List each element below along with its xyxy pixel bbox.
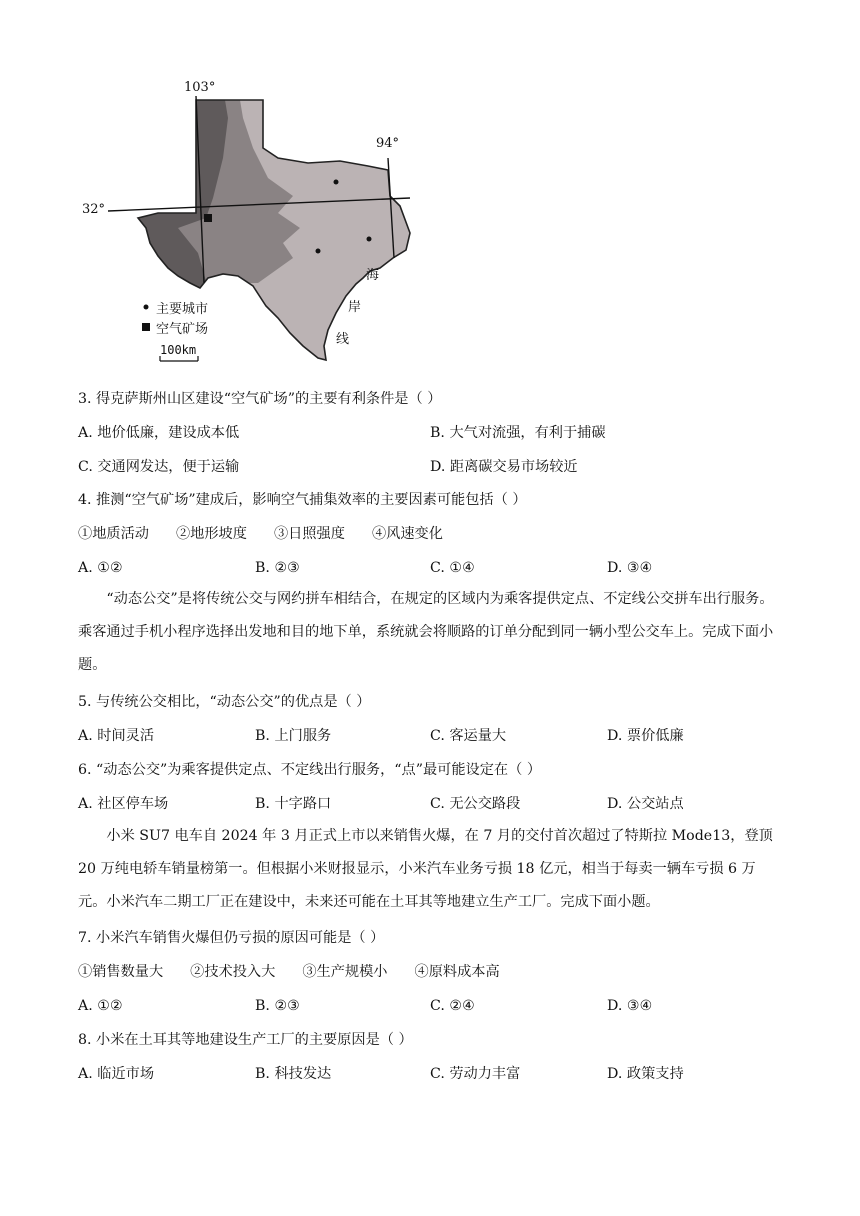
passage-dynamic-bus: “动态公交”是将传统公交与网约拼车相结合，在规定的区域内为乘客提供定点、不定线公交拼车出行服务。乘客通过手机小程序选择出发地和目的地下单，系统就会将顺路的订单分配到同一辆小型公交车上。完成下面小题。 xyxy=(78,591,774,673)
q5-option-d[interactable]: D. 票价低廉 xyxy=(607,728,684,744)
q8-option-c[interactable]: C. 劳动力丰富 xyxy=(430,1066,521,1082)
q3-option-b[interactable]: B. 大气对流强，有利于捕碳 xyxy=(430,425,606,441)
scale-label: 100km xyxy=(160,343,197,357)
q4-stem: 4. 推测“空气矿场”建成后，影响空气捕集效率的主要因素可能包括（ ） xyxy=(78,492,527,508)
q5-option-a[interactable]: A. 时间灵活 xyxy=(78,728,155,744)
q7-items: ①销售数量大 ②技术投入大 ③生产规模小 ④原料成本高 xyxy=(78,964,500,980)
q8-option-d[interactable]: D. 政策支持 xyxy=(607,1066,684,1082)
q6-option-d[interactable]: D. 公交站点 xyxy=(607,796,684,812)
q6-option-a[interactable]: A. 社区停车场 xyxy=(78,796,169,812)
q5-option-b[interactable]: B. 上门服务 xyxy=(255,728,332,744)
city-dot xyxy=(316,249,321,254)
q4-option-a[interactable]: A. ①② xyxy=(78,560,123,576)
city-dot xyxy=(367,237,372,242)
legend-city-label: 主要城市 xyxy=(156,302,209,317)
q4-option-b[interactable]: B. ②③ xyxy=(255,560,300,576)
map-figure xyxy=(78,78,418,378)
texas-map xyxy=(78,78,418,378)
q8-stem: 8. 小米在土耳其等地建设生产工厂的主要原因是（ ） xyxy=(78,1032,413,1048)
q7-stem: 7. 小米汽车销售火爆但仍亏损的原因可能是（ ） xyxy=(78,930,385,946)
q4-items: ①地质活动 ②地形坡度 ③日照强度 ④风速变化 xyxy=(78,526,443,542)
passage-xiaomi: 小米 SU7 电车自 2024 年 3 月正式上市以来销售火爆，在 7 月的交付首次超过了特斯拉 Mode13，登顶 20 万纯电轿车销量榜第一。但根据小米财报显示，小米汽车业务亏损 18 亿元，相当于每卖一辆车亏损 6 万元。小米汽车二期工厂正在建设中，未来还可能在土耳其等地建立生产工厂。完成下面小题。 xyxy=(78,828,773,910)
city-dot xyxy=(334,180,339,185)
lon-94-label: 94° xyxy=(376,136,400,151)
legend-air-mine-square xyxy=(142,323,150,331)
terrain-shading xyxy=(78,78,418,378)
lon-103-label: 103° xyxy=(184,80,216,95)
coast-char-3: 线 xyxy=(336,332,350,347)
q7-option-d[interactable]: D. ③④ xyxy=(607,998,653,1014)
air-mine-marker xyxy=(204,214,212,222)
q8-option-a[interactable]: A. 临近市场 xyxy=(78,1066,155,1082)
q7-option-a[interactable]: A. ①② xyxy=(78,998,123,1014)
q8-option-b[interactable]: B. 科技发达 xyxy=(255,1066,332,1082)
q7-option-c[interactable]: C. ②④ xyxy=(430,998,475,1014)
coast-char-1: 海 xyxy=(366,268,380,283)
q3-stem: 3. 得克萨斯州山区建设“空气矿场”的主要有利条件是（ ） xyxy=(78,391,442,407)
lat-32-label: 32° xyxy=(82,202,106,217)
coast-char-2: 岸 xyxy=(348,300,362,315)
q3-option-a[interactable]: A. 地价低廉，建设成本低 xyxy=(78,425,240,441)
q5-stem: 5. 与传统公交相比，“动态公交”的优点是（ ） xyxy=(78,694,371,710)
q3-option-d[interactable]: D. 距离碳交易市场较近 xyxy=(430,459,578,475)
q6-stem: 6. “动态公交”为乘客提供定点、不定线出行服务，“点”最可能设定在（ ） xyxy=(78,762,542,778)
q6-option-b[interactable]: B. 十字路口 xyxy=(255,796,332,812)
legend-air-mine-label: 空气矿场 xyxy=(156,322,209,337)
q3-option-c[interactable]: C. 交通网发达，便于运输 xyxy=(78,459,240,475)
q5-option-c[interactable]: C. 客运量大 xyxy=(430,728,507,744)
legend-city-dot xyxy=(144,305,149,310)
q4-option-c[interactable]: C. ①④ xyxy=(430,560,475,576)
q7-option-b[interactable]: B. ②③ xyxy=(255,998,300,1014)
q4-option-d[interactable]: D. ③④ xyxy=(607,560,653,576)
q6-option-c[interactable]: C. 无公交路段 xyxy=(430,796,521,812)
